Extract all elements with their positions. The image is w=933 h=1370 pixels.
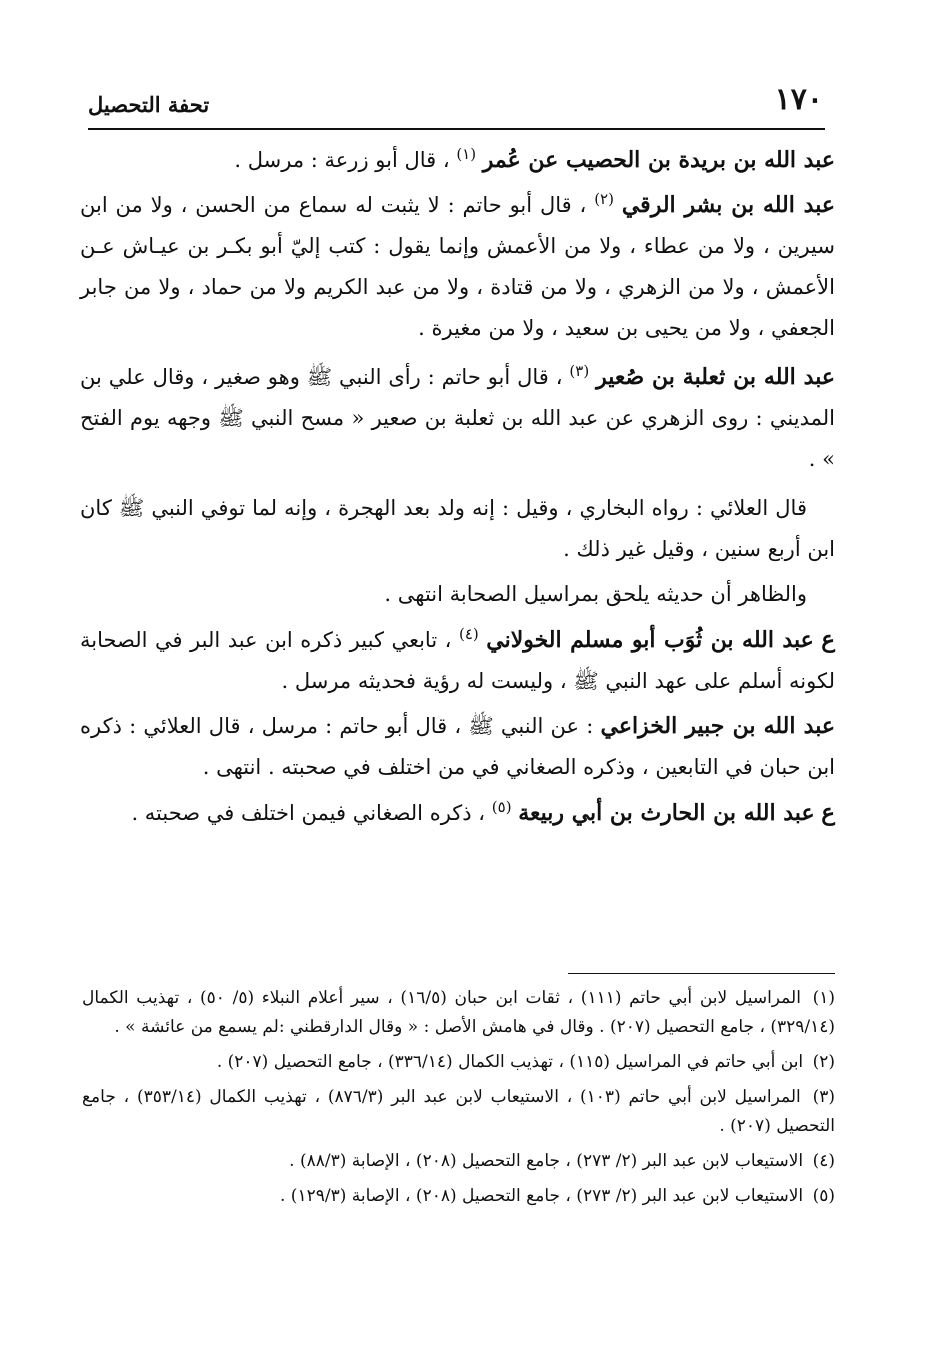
footnote-number: (٣) (812, 1087, 835, 1107)
footnote-number: (١) (812, 988, 835, 1008)
footnote-text: المراسيل لابن أبي حاتم (١٠٣) ، الاستيعاب لابن عبد البر (٨٧٦/٣) ، تهذيب الكمال (٣٥٣/١٤) ، جامع التحصيل (٢٠٧) . (82, 1087, 835, 1136)
entry-text: : عن النبي ﷺ ، قال أبو حاتم : مرسل ، قال العلائي : ذكره ابن حبان في التابعين ، وذكره الصغاني في من اختلف في صحبته . انتهى . (80, 714, 835, 779)
narrator-name: عبد الله بن ثُوَب أبو مسلم الخولاني (486, 627, 814, 653)
footnote (82, 1048, 835, 1077)
entry-text: ، قال أبو حاتم : رأى النبي ﷺ وهو صغير ، وقال علي بن المديني : روى الزهري عن عبد الله بن ثعلبة بن صعير « مسح النبي ﷺ وجهه يوم الفتح » . (80, 365, 835, 471)
footnote-reference: (١) (456, 145, 477, 163)
entry-text: ، تابعي كبير ذكره ابن عبد البر في الصحابة لكونه أسلم على عهد النبي ﷺ ، وليست له رؤية فحديثه مرسل . (80, 628, 835, 693)
footnote-reference: (٣) (569, 362, 590, 380)
footnote-reference: (٤) (458, 625, 479, 643)
narrator-entry (80, 792, 835, 834)
entry-marker: ع (821, 799, 835, 826)
entry-text: ، قال أبو حاتم : لا يثبت له سماع من الحسن ، ولا من ابن سيرين ، ولا من عطاء ، ولا من الأعمش وإنما يقول : كتب إليّ أبو بكـر بن عيـاش عـن الأعمش ، ولا من الزهري ، ولا من قتادة ، ولا من عبد الكريم ولا من حماد ، ولا من جابر الجعفي ، ولا من يحيى بن سعيد ، ولا من مغيرة . (80, 193, 835, 340)
narrator-name: عبد الله بن جبير الخزاعي (600, 713, 835, 739)
narrator-entry (80, 706, 835, 788)
footnote-text: المراسيل لابن أبي حاتم (١١١) ، ثقات ابن حبان (١٦/٥) ، سير أعلام النبلاء (٥/ ٥٠) ، تهذيب الكمال (٣٢٩/١٤) ، جامع التحصيل (٢٠٧) . وقال في هامش الأصل : « وقال الدارقطني :لم يسمع من عائشة » . (82, 988, 835, 1037)
commentary-paragraph: والظاهر أن حديثه يلحق بمراسيل الصحابة انتهى . (384, 582, 807, 606)
narrator-name: عبد الله بن الحارث بن أبي ربيعة (518, 800, 815, 826)
footnote-rule (568, 973, 835, 974)
entry-text: ، ذكره الصغاني فيمن اختلف في صحبته . (131, 801, 486, 825)
footnote (82, 984, 835, 1042)
footnote-text: الاستيعاب لابن عبد البر (٢/ ٢٧٣) ، جامع التحصيل (٢٠٨) ، الإصابة (٨٨/٣) . (289, 1151, 804, 1171)
narrator-name: عبد الله بن بريدة بن الحصيب عن عُمر (482, 147, 835, 173)
narrator-name: عبد الله بن بشر الرقي (621, 192, 835, 218)
footnotes (82, 984, 835, 1217)
footnote-number: (٥) (812, 1186, 835, 1206)
running-title: تحفة التحصيل (88, 92, 210, 117)
page-number: ١٧٠ (774, 82, 823, 117)
footnote (82, 1083, 835, 1141)
narrator-entry (80, 185, 835, 349)
footnote (82, 1147, 835, 1176)
page-header (88, 78, 823, 122)
narrator-entry (80, 140, 835, 181)
footnote-number: (٤) (812, 1151, 835, 1171)
commentary-paragraph: قال العلائي : رواه البخاري ، وقيل : إنه ولد بعد الهجرة ، وإنه لما توفي النبي ﷺ كان ابن أربع سنين ، وقيل غير ذلك . (80, 496, 835, 561)
narrator-entry (80, 357, 835, 480)
entry-marker: ع (821, 626, 835, 653)
narrator-entry (80, 619, 835, 702)
footnote-reference: (٥) (491, 798, 512, 816)
main-text (80, 140, 835, 838)
footnote-text: ابن أبي حاتم في المراسيل (١١٥) ، تهذيب الكمال (٣٣٦/١٤) ، جامع التحصيل (٢٠٧) . (216, 1052, 804, 1072)
narrator-name: عبد الله بن ثعلبة بن صُعير (596, 364, 835, 390)
header-rule (88, 128, 825, 130)
footnote-reference: (٢) (594, 190, 614, 208)
entry-text: ، قال أبو زرعة : مرسل . (234, 148, 450, 172)
footnote (82, 1182, 835, 1211)
footnote-number: (٢) (812, 1052, 835, 1072)
footnote-text: الاستيعاب لابن عبد البر (٢/ ٢٧٣) ، جامع التحصيل (٢٠٨) ، الإصابة (١٢٩/٣) . (280, 1186, 804, 1206)
